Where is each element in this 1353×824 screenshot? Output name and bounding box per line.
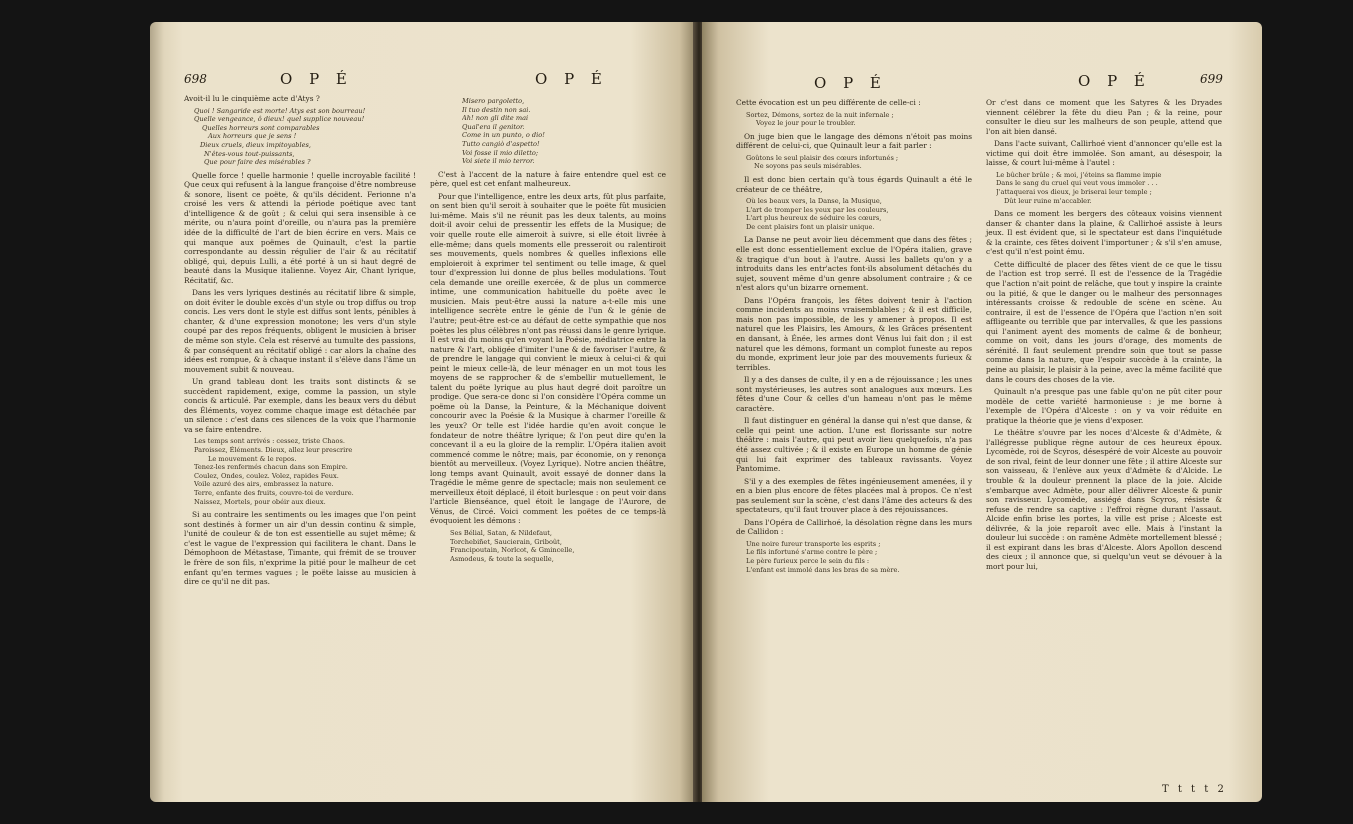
verse-line: Sortez, Démons, sortez de la nuit infernale ; (746, 110, 894, 119)
verse-line: Les temps sont arrivés : cessez, triste Chaos. (194, 437, 345, 446)
verse-line: L'art plus heureux de séduire les cœurs, (746, 214, 882, 223)
right-column-2 (986, 98, 1222, 782)
verse-block (184, 437, 416, 506)
verse-line: De cent plaisirs font un plaisir unique. (746, 222, 875, 231)
paragraph: Il faut distinguer en général la danse qui n'est que danse, & celle qui peint une action. L'une est florissante sur notre théâtre : mais l'autre, qui peut avoir lieu quelquefois, n'a pas été assez cultivée ; & il existe en Europe un homme de génie qui lui fait exprimer des tableaux ravissants. Voyez Pantomime. (736, 416, 972, 474)
verse-line: Voi siete il mio terror. (462, 157, 535, 166)
paragraph: Il y a des danses de culte, il y en a de réjouissance ; les unes sont mystérieuses, les autres sont analogues aux mœurs. Les fêtes d'une Cour & celles d'un hameau n'ont pas le même caractère. (736, 375, 972, 413)
paragraph: Il est donc bien certain qu'à tous égards Quinault a été le créateur de ce théâtre, (736, 175, 972, 194)
verse-line: Quelles horreurs sont comparables (202, 123, 320, 132)
verse-line: Une noire fureur transporte les esprits ; (746, 539, 881, 548)
verse-line: Que pour faire des misérables ? (204, 158, 311, 167)
verse-line: Terre, enfante des fruits, couvre-toi de verdure. (194, 489, 354, 498)
verse-block (430, 529, 666, 563)
verse-line: Voyez le jour pour le troubler. (756, 119, 856, 128)
verse-line: Francipoutain, Norlcot, & Gmincelle, (450, 546, 575, 555)
verse-line: Dans le sang du cruel qui veut vous immoler . . . (996, 179, 1158, 188)
verse-line: Goûtons le seul plaisir des cœurs infortunés ; (746, 153, 899, 162)
verse-line: Le fils infortuné s'arme contre le père ; (746, 548, 878, 557)
verse-block (736, 154, 972, 171)
paragraph: Dans l'Opéra de Callirhoé, la désolation règne dans les murs de Callidon : (736, 517, 972, 537)
left-column-2 (430, 94, 666, 794)
verse-line: Le père furieux perce le sein du fils : (746, 557, 870, 566)
verse-line: Naissez, Mortels, pour obéir aux dieux. (194, 497, 326, 506)
paragraph: C'est à l'accent de la nature à faire entendre quel est ce père, quel est cet enfant malheureux. (430, 169, 666, 189)
paragraph: Cette évocation est un peu différente de celle-ci : (736, 98, 921, 107)
paragraph: Dans ce moment les bergers des côteaux voisins viennent danser & chanter dans la plaine, & Callirhoé assiste à leurs jeux. Il est évident que, si le spectateur est dans l'inquiétude & la crainte, ces fêtes doivent l'importuner ; & s'il s'en amuse, c'est qu'il n'est point ému. (986, 209, 1222, 257)
verse-line: Asmodeus, & toute la sequelle, (450, 554, 554, 563)
right-header-1: O P É (814, 74, 887, 92)
right-header-2: O P É (1078, 72, 1151, 90)
verse-line: Ses Bélial, Satan, & Nildefaut, (450, 528, 553, 537)
verse-line: Le mouvement & le repos. (208, 454, 297, 463)
verse-line: L'enfant est immolé dans les bras de sa mère. (746, 565, 900, 574)
verse-line: Le bûcher brûle ; & moi, j'éteins sa flamme impie (996, 170, 1162, 179)
paragraph: Cette difficulté de placer des fêtes vient de ce que le tissu de l'action est trop serré. Il est de l'essence de la Tragédie que l'action n'ait point de relâche, que tout y inspire la crainte ou la pitié, & que le danger ou le malheur des personnages intéressants croisse & redouble de scène en scène. Au contraire, il est de l'essence de l'Opéra que l'action n'en soit affligeante ou terrible que par intervalles, & que les passions qui l'animent ayent des moments de calme & de bonheur, comme on voit, dans les jours d'orage, des moments de sérénité. Il faut seulement prendre soin que tout se passe comme dans la nature, que l'espoir succède à la crainte, la peine au plaisir, le plaisir à la peine, avec la même facilité que dans le cours des choses de la vie. (986, 259, 1222, 384)
left-page-number: 698 (184, 72, 207, 86)
verse-line: Il tuo destin non sai. (462, 105, 531, 114)
page-edge-shadow (150, 22, 164, 802)
verse-line: Quoi ! Sangaride est morte! Atys est son bourreau! (194, 106, 366, 115)
paragraph: Dans l'acte suivant, Callirhoé vient d'annoncer qu'elle est la victime qui doit être immolée. Son amant, au désespoir, la laisse, & court lui-même à l'autel : (986, 139, 1222, 168)
paragraph: Dans les vers lyriques destinés au récitatif libre & simple, on doit éviter le double excès d'un style ou trop diffus ou trop concis. Les vers dont le style est diffus sont lents, pénibles à chanter, & d'une expression monotone; les vers d'un style coupé par des repos fréquents, obligent le musicien à briser de même son style. Cela est réservé au tumulte des passions, & par conséquent au récitatif obligé : car alors la chaîne des idées est rompue, & à chaque instant il s'élève dans l'âme un mouvement subit & nouveau. (184, 288, 416, 374)
verse-line: Coulez, Ondes, coulez. Volez, rapides Feux. (194, 471, 339, 480)
verse-line: Où les beaux vers, la Danse, la Musique, (746, 197, 882, 206)
paragraph: Dans l'Opéra françois, les fêtes doivent tenir à l'action comme incidents au moins vraisemblables ; & il est difficile, mais non pas impossible, de les y amener à propos. Il est naturel que les Plaisirs, les Amours, & les Grâces présentent en dansant, à Énée, les armes dont Vénus lui fait don ; il est naturel que les démons, formant un complot funeste au repos du monde, expriment leur joie par des mouvements furieux & terribles. (736, 295, 972, 372)
verse-line: Voi fosse il mio diletto; (462, 148, 539, 157)
verse-line: Quelle vengeance, ô dieux! quel supplice nouveau! (194, 115, 365, 124)
verse-block (430, 97, 666, 166)
verse-block (986, 171, 1222, 205)
verse-line: Dieux cruels, dieux impitoyables, (200, 140, 312, 149)
left-page (150, 22, 696, 802)
verse-block (736, 111, 972, 128)
verse-line: Dût leur ruine m'accabler. (1004, 196, 1092, 205)
verse-line: Ah! non gli dite mai (462, 114, 529, 123)
left-column-1 (184, 94, 416, 794)
paragraph: Pour que l'intelligence, entre les deux arts, fût plus parfaite, on sent bien qu'il seroit à souhaiter que le poëte fût musicien lui-même. Mais s'il ne réunit pas les deux talents, au moins doit-il avoir celui de pressentir les effets de la Musique; de voir quelle route elle aimeroit à suivre, si elle étoit livrée à elle-même; dans quels moments elle presseroit ou ralentiroit ses mouvements, quels nombres & quelles inflexions elle emploieroit à exprimer tel sentiment ou telle image, & quel tour d'expression lui donne de plus belles modulations. Tout cela demande une oreille exercée, & de plus un commerce intime, une communication habituelle du poëte avec le musicien. Mais peut-être aussi la nature a-t-elle mis une intelligence secrète entre le génie de l'un & le génie de l'autre; peut-être est-ce au défaut de cette sympathie que nos poètes les plus célèbres n'ont pas réussi dans le genre lyrique. Il est vrai du moins qu'en voyant la Poésie, médiatrice entre la nature & l'art, obligée d'imiter l'une & de favoriser l'autre, & de prendre le langage qui convient le mieux à celui-ci & qui peint le mieux celle-là, de leur ménager en un mot tous les moyens de se rapprocher & de s'embellir mutuellement, le talent du poëte lyrique au plus haut degré doit paroître un prodige. Que sera-ce donc si l'on considère l'Opéra comme un poëme où la Danse, la Peinture, & la Méchanique doivent concourir avec la Poésie & la Musique à charmer l'oreille & les yeux? Or telle est l'idée hardie qu'en avoit conçue le fondateur de notre théâtre lyrique; & l'on peut dire qu'en la concevant il a eu la gloire de la remplir. L'Opéra italien avoit commencé comme le nôtre; mais, par économie, on y renonça bientôt au merveilleux. (Voyez Lyrique). Notre ancien théâtre, long temps avant Quinault, avoit essayé de donner dans la Tragédie le même genre de spectacle; mais non seulement ce merveilleux étoit déplacé, il étoit burlesque : on peut voir dans l'article Bienséance, quel étoit le langage de l'Aurore, de Vénus, de Circé. Voici comment les poëtes de ce temps-là évoquoient les démons : (430, 191, 666, 526)
verse-block (184, 107, 416, 167)
verse-line: Torchebiñet, Saucierain, Griboût, (450, 537, 562, 546)
paragraph: La Danse ne peut avoir lieu décemment que dans des fêtes ; elle est donc essentiellement exclue de l'Opéra italien, grave & tragique d'un bout à l'autre. Aussi les ballets qu'on y a introduits dans les entr'actes font-ils absolument détachés du sujet, souvent même d'un genre absolument contraire ; & ce n'est alors qu'un bizarre ornement. (736, 235, 972, 293)
paragraph: Le théâtre s'ouvre par les noces d'Alceste & d'Admète, & l'allégresse publique règne autour de ces heureux époux. Lycomède, roi de Scyros, désespéré de voir Alceste au pouvoir de son rival, feint de leur donner une fête ; il attire Alceste sur son vaisseau, & l'enlève aux yeux d'Admète & d'Alcide. Le trouble & la douleur prennent la place de la joie. Alcide s'embarque avec Admète, pour aller délivrer Alceste & punir son ravisseur. Lycomède, assiégé dans Scyros, résiste & refuse de rendre sa captive : l'effroi règne durant l'assaut. Alcide enfin brise les portes, la ville est prise ; Alceste est délivrée, & la joie reparoît avec elle. Mais à l'instant la douleur lui succède : on ramène Admète mortellement blessé ; il est expirant dans les bras d'Alceste. Alors Apollon descend des cieux ; il annonce que, si quelqu'un veut se dévouer à la mort pour lui, (986, 428, 1222, 571)
verse-line: Tutto cangiò d'aspetto! (462, 139, 540, 148)
paragraph: Quelle force ! quelle harmonie ! quelle incroyable facilité ! Que ceux qui refusent à la langue françoise d'être nombreuse & sonore, lisent ce poëte, & qu'ils décident. Ferionne n'a croisé les vers & attendi la période poétique avec tant d'intelligence & de goût ; & celui qui sera insensible à ce mérite, ou n'aura point d'oreille, ou n'aura pas la première idée de la difficulté de l'art de bien écrire en vers. Mais ce qui manque aux poëmes de Quinault, c'est la partie correspondante au dessin régulier de l'air & au récitatif obligé, qui, depuis Lulli, a été porté à un si haut degré de beauté dans la Musique italienne. Voyez Air, Chant lyrique, Récitatif, &c. (184, 170, 416, 285)
right-page (702, 22, 1262, 802)
verse-line: N'êtes-vous tout-puissants, (204, 149, 295, 158)
paragraph: Quinault n'a presque pas une fable qu'on ne pût citer pour modèle de cette variété harmonieuse : je me borne à l'exemple de l'Opéra d'Alceste : on y va voir réduite en pratique la théorie que je viens d'exposer. (986, 387, 1222, 425)
verse-line: Aux horreurs que je sens ! (208, 132, 297, 141)
verse-line: Voile azuré des airs, embrassez la nature. (194, 480, 334, 489)
verse-line: Come in un punto, o dio! (462, 131, 545, 140)
right-page-number: 699 (1200, 72, 1223, 86)
verse-line: Paroissez, Éléments. Dieux, allez leur prescrire (194, 446, 353, 455)
paragraph: Un grand tableau dont les traits sont distincts & se succèdent rapidement, exige, comme la passion, un style concis & articulé. Par exemple, dans les beaux vers du début des Éléments, voyez comme chaque image est détachée par un silence : c'est dans ces silences de la voix que l'harmonie va se faire entendre. (184, 377, 416, 434)
verse-line: J'attaquerai vos dieux, je briserai leur temple ; (996, 188, 1152, 197)
verse-line: Qual'era il genitor. (462, 122, 525, 131)
verse-block (736, 197, 972, 231)
right-column-1 (736, 98, 972, 794)
paragraph: S'il y a des exemples de fêtes ingénieusement amenées, il y en a bien plus encore de fêtes placées mal à propos. Ce n'est pas seulement sur la scène, c'est dans l'âme des acteurs & des spectateurs, qu'il faut trouver place à des réjouissances. (736, 476, 972, 515)
paragraph: On juge bien que le langage des démons n'étoit pas moins différent de celui-ci, que Quinault leur a fait parler : (736, 131, 972, 151)
paragraph: Or c'est dans ce moment que les Satyres & les Dryades viennent célébrer la fête du dieu Pan ; & la reine, pour consulter le dieu sur les malheurs de son peuple, attend que l'on ait bien dansé. (986, 98, 1222, 136)
verse-line: Tenez-les renfermés chacun dans son Empire. (194, 463, 348, 472)
verse-line: Ne soyons pas seuls misérables. (754, 162, 862, 171)
paragraph: Si au contraire les sentiments ou les images que l'on peint sont destinés à former un air d'un dessin continu & simple, l'unité de couleur & de ton est essentielle au sujet même; & c'est le vague de l'expression qui facilitera le chant. Dans le Démophoon de Métastase, Timante, qui frémit de se trouver le frère de son fils, n'exprime la pitié pour le malheur de cet enfant qu'en termes vagues ; le poëte laisse au musicien à dire ce qu'il ne dit pas. (184, 510, 416, 587)
signature-mark: T t t t 2 (1162, 784, 1227, 795)
left-header-1: O P É (280, 70, 353, 88)
verse-line: L'art de tromper les yeux par les couleurs, (746, 205, 889, 214)
verse-block (736, 540, 972, 574)
verse-line: Misero pargoletto, (462, 97, 525, 105)
paragraph: Avoit-il lu le cinquième acte d'Atys ? (184, 94, 320, 103)
left-header-2: O P É (535, 70, 608, 88)
